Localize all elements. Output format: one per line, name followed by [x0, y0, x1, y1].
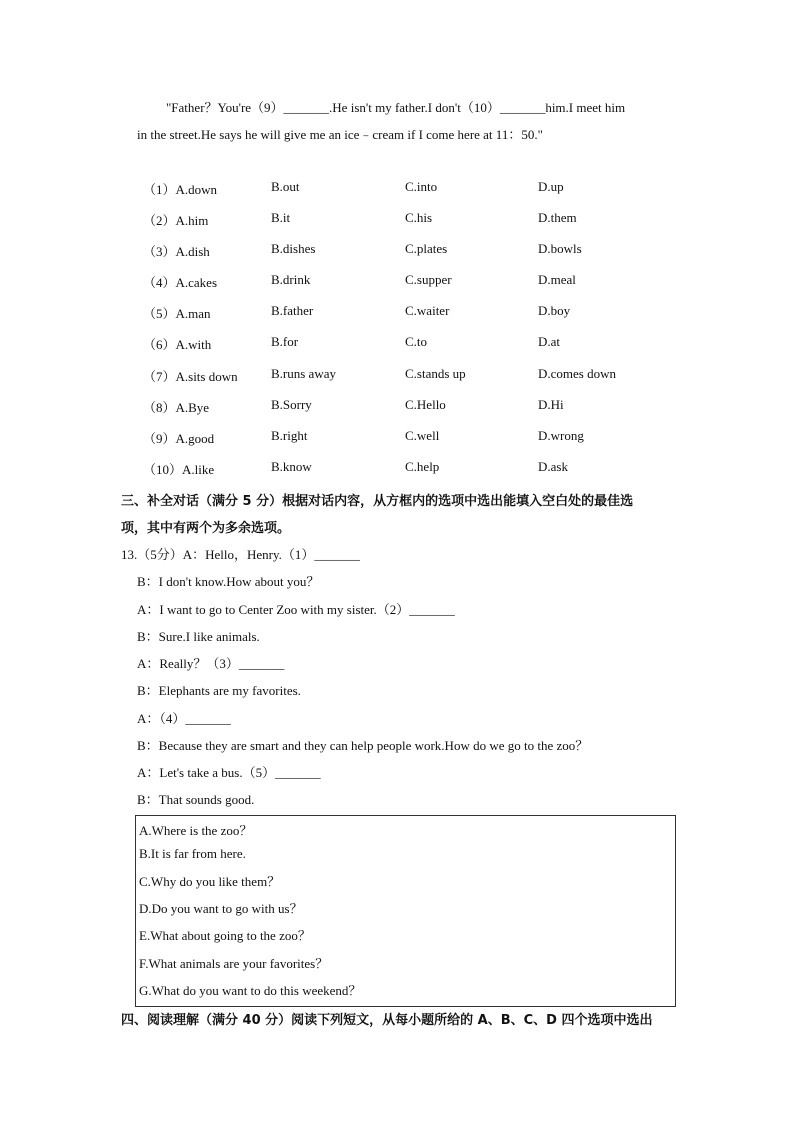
option-b: B.it [271, 210, 291, 225]
option-d: D.ask [538, 459, 568, 474]
passage-line-2: in the street.He says he will give me an ice﹣cream if I come here at 11：50." [137, 127, 543, 142]
dialogue-line: A：I want to go to Center Zoo with my sister.（2）_______ [137, 602, 455, 617]
choice-e: E.What about going to the zoo？ [139, 928, 311, 943]
option-d: D.up [538, 179, 564, 194]
option-b: B.dishes [271, 241, 316, 256]
option-a: （1）A.down [143, 182, 218, 197]
option-row [0, 210, 794, 230]
option-c: C.waiter [405, 303, 450, 318]
option-a: （2）A.him [143, 213, 209, 228]
option-a: （7）A.sits down [143, 369, 238, 384]
choice-d: D.Do you want to go with us？ [139, 901, 303, 916]
dialogue-line: B：Elephants are my favorites. [137, 683, 301, 698]
dialogue-line: B：Because they are smart and they can help people work.How do we go to the zoo？ [137, 738, 589, 753]
option-a: （10）A.like [143, 462, 215, 477]
choice-b: B.It is far from here. [139, 846, 246, 861]
option-c: C.stands up [405, 366, 466, 381]
option-d: D.wrong [538, 428, 584, 443]
section-3-heading: 三、补全对话（满分 5 分）根据对话内容，从方框内的选项中选出能填入空白处的最佳选 [121, 494, 634, 509]
choice-g: G.What do you want to do this weekend？ [139, 983, 362, 998]
option-row [0, 397, 794, 417]
dialogue-line: B：That sounds good. [137, 792, 255, 807]
passage-line-1: "Father？You're（9）_______.He isn't my father.I don't（10）_______him.I meet him [166, 100, 626, 115]
option-c: C.into [405, 179, 438, 194]
option-row [0, 334, 794, 354]
option-row [0, 459, 794, 479]
option-b: B.right [271, 428, 308, 443]
option-b: B.out [271, 179, 300, 194]
option-d: D.bowls [538, 241, 582, 256]
section-3-heading-cont: 项，其中有两个为多余选项。 [121, 521, 291, 536]
option-row [0, 366, 794, 386]
option-c: C.plates [405, 241, 448, 256]
option-row [0, 428, 794, 448]
option-b: B.know [271, 459, 312, 474]
option-c: C.well [405, 428, 440, 443]
option-a: （8）A.Bye [143, 400, 210, 415]
option-d: D.meal [538, 272, 576, 287]
dialogue-line: B：Sure.I like animals. [137, 629, 260, 644]
option-c: C.supper [405, 272, 452, 287]
option-c: C.to [405, 334, 428, 349]
option-b: B.father [271, 303, 314, 318]
option-b: B.Sorry [271, 397, 312, 412]
dialogue-line: A：（4）_______ [137, 711, 231, 726]
question-13-header: 13.（5分）A：Hello，Henry.（1）_______ [121, 547, 360, 562]
option-d: D.comes down [538, 366, 616, 381]
option-c: C.help [405, 459, 440, 474]
choices-box [135, 815, 676, 1007]
dialogue-line: A：Really？（3）_______ [137, 656, 285, 671]
option-a: （4）A.cakes [143, 275, 218, 290]
option-d: D.them [538, 210, 577, 225]
option-row [0, 272, 794, 292]
section-4-heading: 四、阅读理解（满分 40 分）阅读下列短文，从每小题所给的 A、B、C、D 四个选项中选出 [121, 1013, 653, 1028]
choice-c: C.Why do you like them？ [139, 874, 281, 889]
option-row [0, 241, 794, 261]
option-d: D.at [538, 334, 561, 349]
option-a: （5）A.man [143, 306, 211, 321]
dialogue-line: A：Let's take a bus.（5）_______ [137, 765, 321, 780]
option-a: （9）A.good [143, 431, 215, 446]
option-b: B.for [271, 334, 299, 349]
option-b: B.drink [271, 272, 311, 287]
option-row [0, 303, 794, 323]
dialogue-line: B：I don't know.How about you？ [137, 574, 320, 589]
option-a: （6）A.with [143, 337, 212, 352]
option-c: C.Hello [405, 397, 446, 412]
choice-f: F.What animals are your favorites？ [139, 956, 329, 971]
option-b: B.runs away [271, 366, 336, 381]
option-d: D.boy [538, 303, 571, 318]
option-c: C.his [405, 210, 433, 225]
option-a: （3）A.dish [143, 244, 210, 259]
option-row [0, 179, 794, 199]
option-d: D.Hi [538, 397, 564, 412]
choice-a: A.Where is the zoo？ [139, 823, 253, 838]
